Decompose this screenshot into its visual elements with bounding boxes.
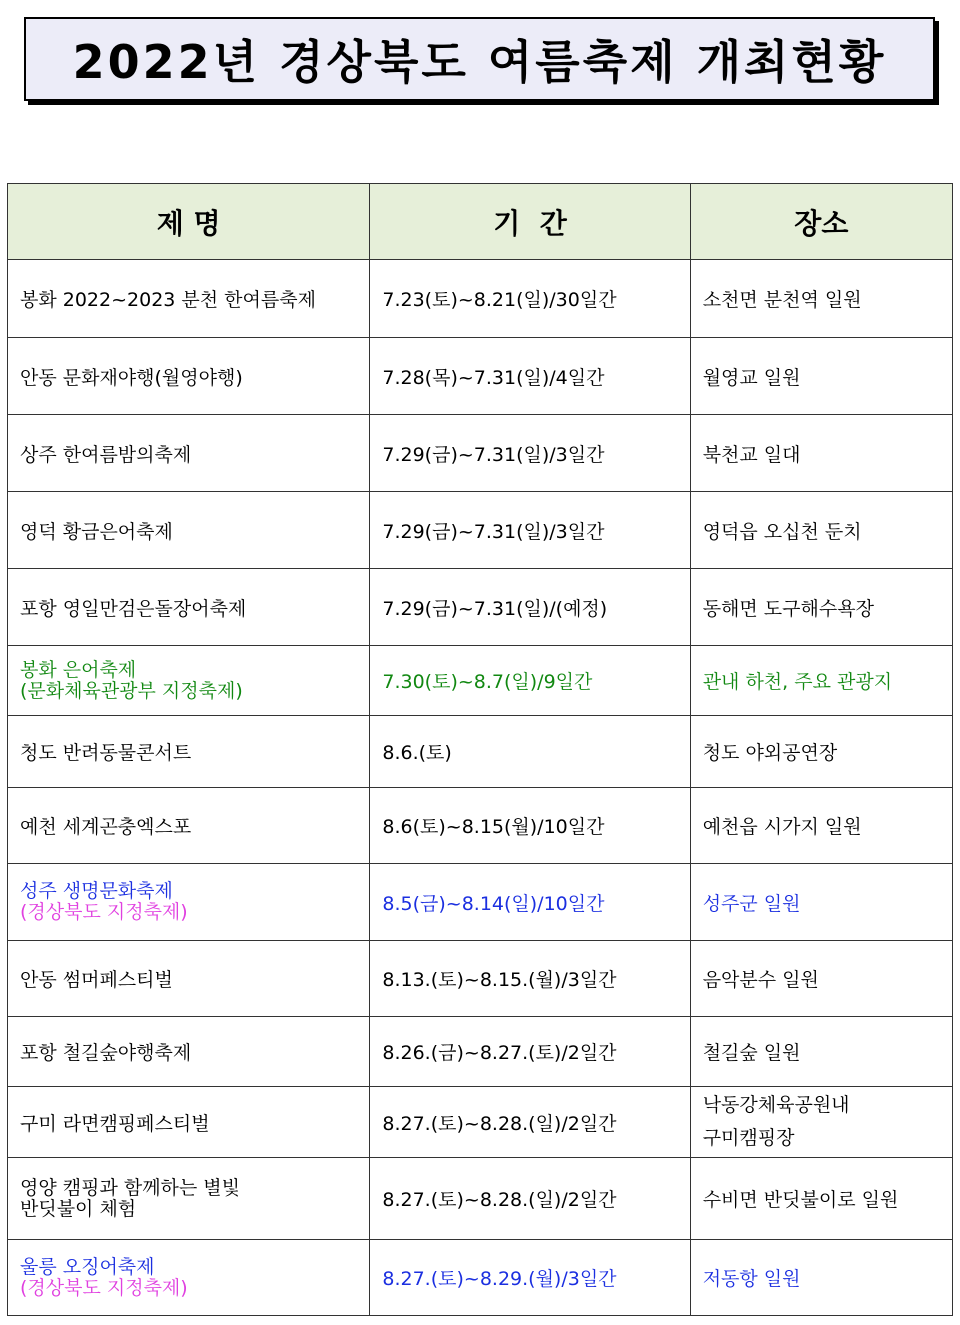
festival-period: 7.30(토)~8.7(일)/9일간 [370, 646, 690, 716]
festival-place: 북천교 일대 [690, 415, 952, 492]
festival-period: 7.29(금)~7.31(일)/3일간 [370, 415, 690, 492]
table-row [8, 864, 953, 941]
table-row [8, 941, 953, 1017]
table-row [8, 338, 953, 415]
festival-place: 저동항 일원 [690, 1240, 952, 1316]
table-row [8, 1017, 953, 1087]
festival-place-line2: 구미캠핑장 [702, 1127, 795, 1149]
festival-place: 예천읍 시가지 일원 [690, 788, 952, 864]
festival-place: 관내 하천, 주요 관광지 [690, 646, 952, 716]
festival-name: 상주 한여름밤의축제 [8, 415, 370, 492]
festival-name-line2: 반딧불이 체험 [20, 1197, 137, 1220]
festival-designation: (경상북도 지정축제) [20, 901, 188, 923]
festival-name: 안동 썸머페스티벌 [8, 941, 370, 1017]
festival-place: 철길숲 일원 [690, 1017, 952, 1087]
festival-designation: (경상북도 지정축제) [20, 1276, 188, 1299]
festival-place: 영덕읍 오십천 둔치 [690, 492, 952, 569]
table-row [8, 716, 953, 788]
festival-name: 포항 철길숲야행축제 [8, 1017, 370, 1087]
page-title: 2022년 경상북도 여름축제 개최현황 [72, 35, 887, 89]
festival-period: 8.6.(토) [370, 716, 690, 788]
festival-name: 영덕 황금은어축제 [8, 492, 370, 569]
festival-name: 성주 생명문화축제 [20, 880, 173, 902]
festival-name: 울릉 오징어축제 [20, 1255, 155, 1278]
festival-place: 동해면 도구해수욕장 [690, 569, 952, 646]
table-row [8, 788, 953, 864]
table-row [8, 492, 953, 569]
festival-place: 월영교 일원 [690, 338, 952, 415]
festival-name-cell [8, 1240, 370, 1316]
table-header-row [8, 184, 953, 260]
table-row [8, 1240, 953, 1316]
festival-period: 7.28(목)~7.31(일)/4일간 [370, 338, 690, 415]
festival-place: 낙동강체육공원내 [702, 1094, 850, 1116]
table-row [8, 415, 953, 492]
festival-period: 8.26.(금)~8.27.(토)/2일간 [370, 1017, 690, 1087]
festival-name: 영양 캠핑과 함께하는 별빛 [20, 1176, 241, 1199]
festival-period: 8.27.(토)~8.28.(일)/2일간 [370, 1158, 690, 1240]
festival-period: 8.13.(토)~8.15.(월)/3일간 [370, 941, 690, 1017]
festival-name: 봉화 2022~2023 분천 한여름축제 [8, 260, 370, 338]
festival-place-cell [690, 1087, 952, 1158]
header-name: 제 명 [8, 184, 370, 260]
festival-period: 8.27.(토)~8.28.(일)/2일간 [370, 1087, 690, 1158]
festival-place: 성주군 일원 [690, 864, 952, 941]
festival-name: 구미 라면캠핑페스티벌 [8, 1087, 370, 1158]
festival-table [7, 183, 953, 1316]
festival-period: 8.27.(토)~8.29.(월)/3일간 [370, 1240, 690, 1316]
table-row [8, 1087, 953, 1158]
festival-period: 8.5(금)~8.14(일)/10일간 [370, 864, 690, 941]
header-period: 기 간 [370, 184, 690, 260]
festival-period: 8.6(토)~8.15(월)/10일간 [370, 788, 690, 864]
festival-name: 포항 영일만검은돌장어축제 [8, 569, 370, 646]
festival-name: 예천 세계곤충엑스포 [8, 788, 370, 864]
festival-name: 청도 반려동물콘서트 [8, 716, 370, 788]
festival-name: 안동 문화재야행(월영야행) [8, 338, 370, 415]
festival-place: 소천면 분천역 일원 [690, 260, 952, 338]
festival-period: 7.29(금)~7.31(일)/3일간 [370, 492, 690, 569]
festival-period: 7.23(토)~8.21(일)/30일간 [370, 260, 690, 338]
festival-name: 봉화 은어축제 [20, 658, 137, 681]
title-box [24, 17, 935, 101]
table-row [8, 1158, 953, 1240]
header-place: 장소 [690, 184, 952, 260]
festival-name-cell [8, 646, 370, 716]
table-row [8, 569, 953, 646]
festival-designation: (문화체육관광부 지정축제) [20, 679, 243, 702]
festival-name-cell [8, 864, 370, 941]
festival-name-cell [8, 1158, 370, 1240]
festival-place: 음악분수 일원 [690, 941, 952, 1017]
festival-place: 청도 야외공연장 [690, 716, 952, 788]
table-row [8, 260, 953, 338]
festival-place: 수비면 반딧불이로 일원 [690, 1158, 952, 1240]
festival-period: 7.29(금)~7.31(일)/(예정) [370, 569, 690, 646]
table-row [8, 646, 953, 716]
